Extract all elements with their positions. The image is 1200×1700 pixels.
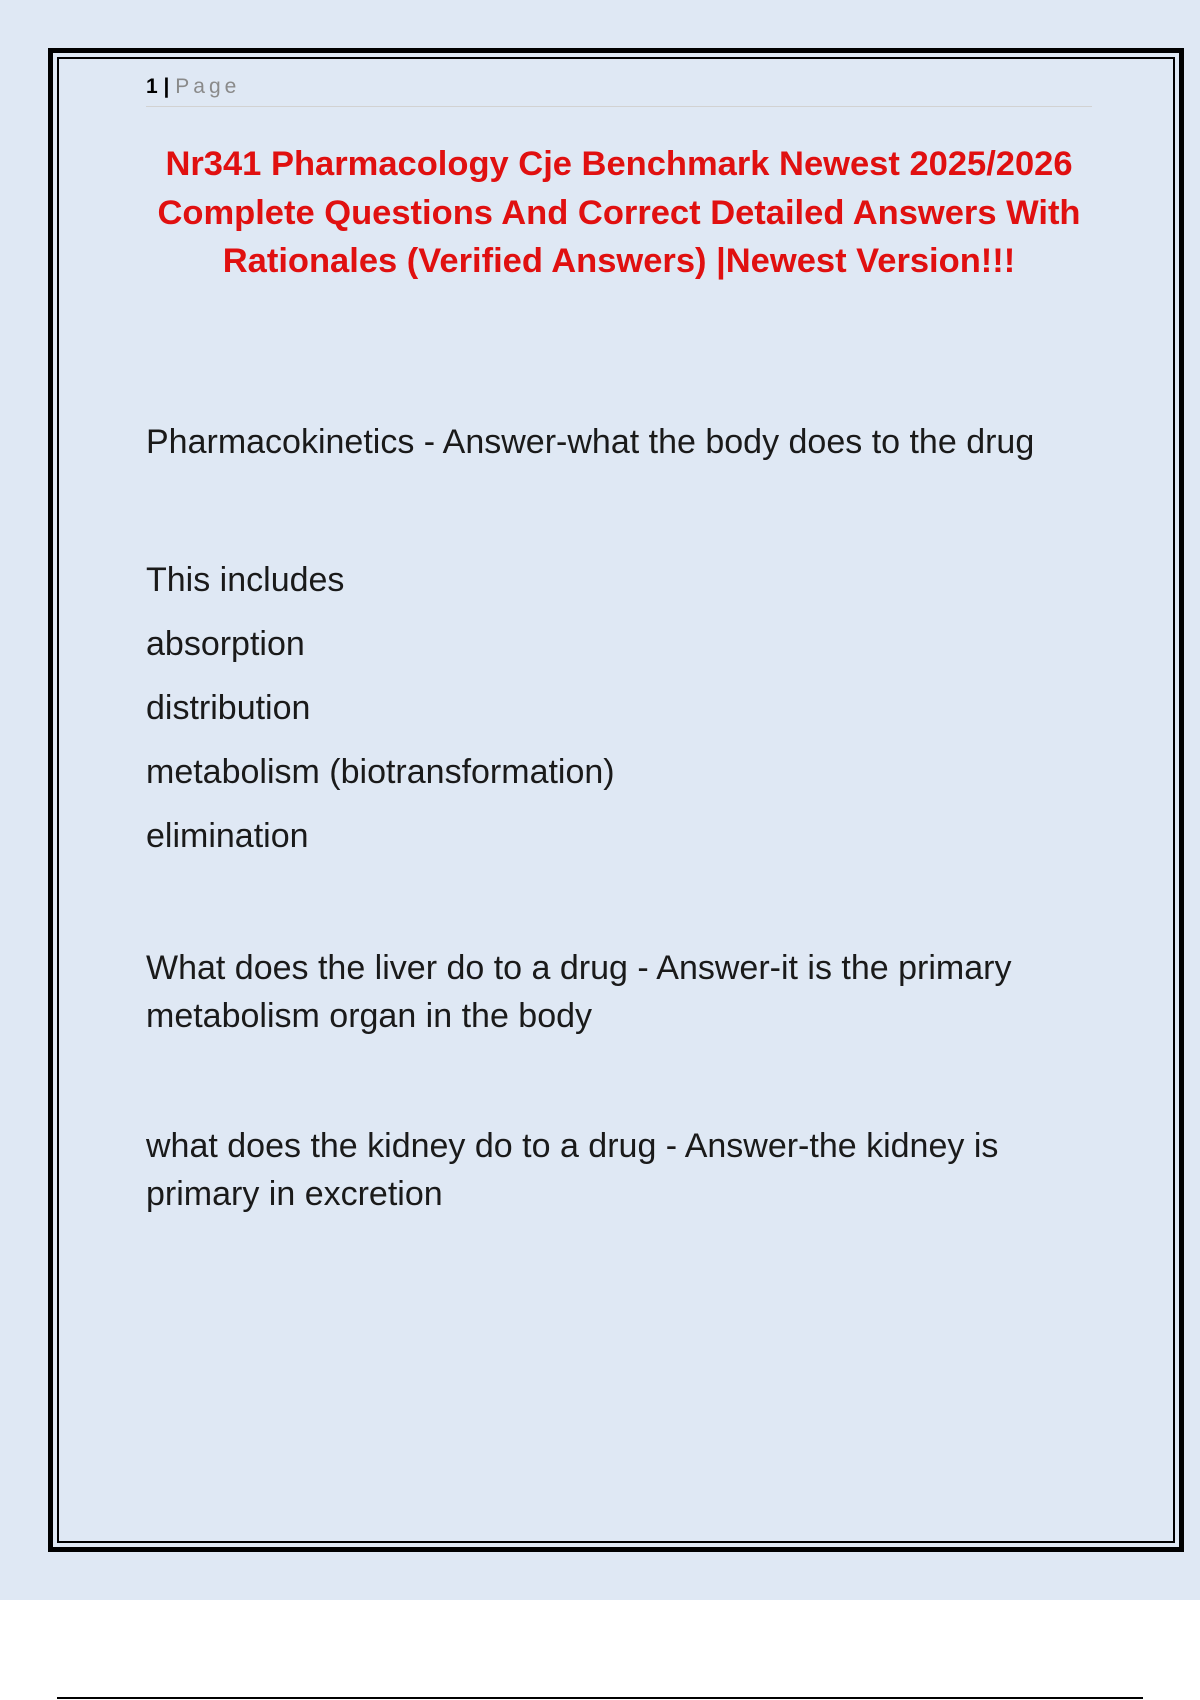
footer-divider	[57, 1697, 1143, 1699]
list-item: elimination	[146, 817, 309, 855]
includes-label: This includes	[146, 561, 345, 599]
page-label: Page	[175, 75, 241, 98]
question-kidney: what does the kidney do to a drug - Answer-the kidney is primary in excretion	[146, 1127, 999, 1213]
document-content	[146, 418, 1092, 1218]
spacer	[146, 868, 1092, 944]
question-pharmacokinetics: Pharmacokinetics - Answer-what the body does to the drug	[146, 423, 1035, 461]
page-header	[146, 74, 1092, 107]
page-separator: |	[163, 75, 170, 98]
page-number: 1	[146, 75, 158, 98]
spacer	[146, 1040, 1092, 1122]
list-item: absorption	[146, 625, 305, 663]
list-item: distribution	[146, 689, 311, 727]
document-title: Nr341 Pharmacology Cje Benchmark Newest 2025/2026 Complete Questions And Correct Detailed Answers With Rationales (Verified Answers) |Newest Version!!!	[157, 145, 1081, 280]
spacer	[146, 466, 1092, 548]
question-liver: What does the liver do to a drug - Answer-it is the primary metabolism organ in the body	[146, 949, 1012, 1035]
list-item: metabolism (biotransformation)	[146, 753, 615, 791]
